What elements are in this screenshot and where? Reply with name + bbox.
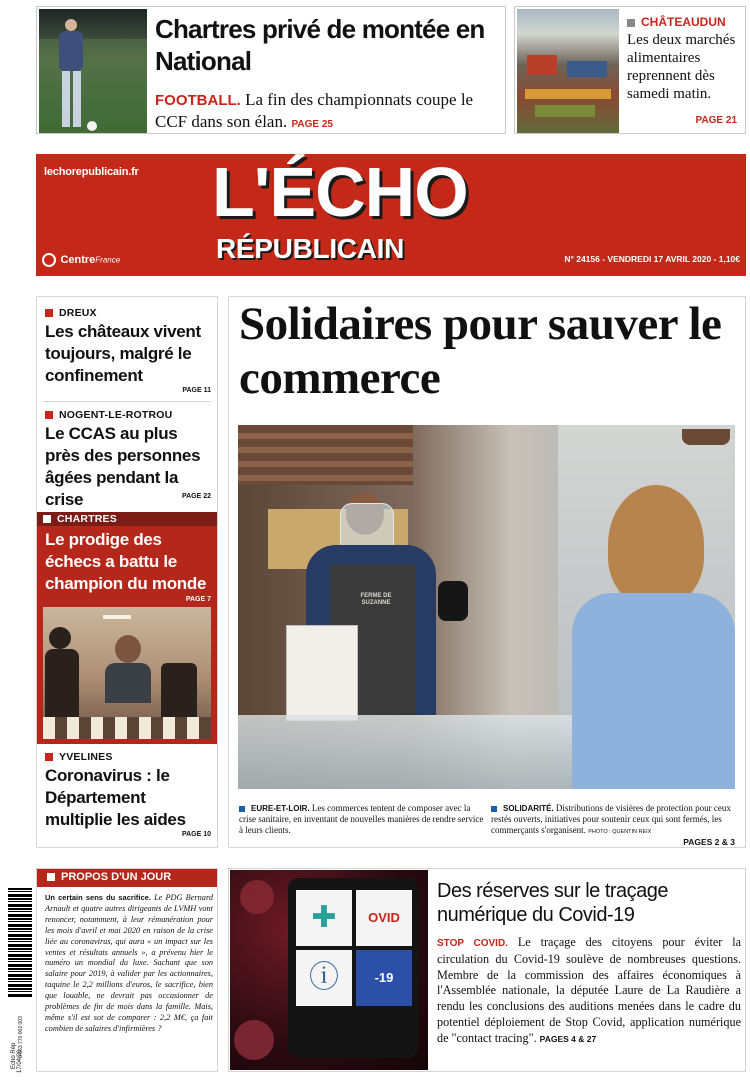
masthead-title: L'ÉCHO (212, 153, 468, 231)
sidebar-kicker: YVELINES (45, 751, 113, 763)
divider (43, 401, 211, 402)
main-pages: PAGES 2 & 3 (683, 837, 735, 847)
square-bullet-icon (45, 411, 53, 419)
caption-right-text: Distributions de visières de protection pour ceux restés ouverts, initiatives pour soutenir ceux qui sont fermés, les commerçants s'organisent. (491, 803, 731, 835)
square-bullet-icon (491, 806, 497, 812)
app-tile-19: -19 (356, 950, 412, 1006)
sidebar-headline: Le prodige des échecs a battu le champion du monde (45, 530, 207, 593)
brand-main: Centre (60, 253, 96, 266)
square-bullet-icon (239, 806, 245, 812)
chateaudun-text: Les deux marchés alimentaires reprennent dès samedi matin. (627, 32, 736, 102)
caption-left (239, 803, 484, 836)
main-headline: Solidaires pour sauver le commerce (239, 298, 722, 404)
sidebar-headline: Coronavirus : le Département multiplie les aides (45, 766, 186, 829)
square-bullet-icon (627, 19, 635, 27)
football-headline: Chartres privé de montée en National (155, 14, 485, 76)
sidebar-kicker: CHARTRES (37, 512, 217, 526)
opinion-label: PROPOS D'UN JOUR (37, 869, 217, 887)
square-bullet-icon (43, 515, 51, 523)
square-bullet-icon (47, 873, 55, 881)
covid-story[interactable] (228, 868, 746, 1072)
football-player-photo (39, 9, 147, 133)
football-page: PAGE 25 (291, 119, 333, 130)
caption-right-kicker: SOLIDARITÉ. (503, 804, 554, 813)
football-kicker: FOOTBALL. (155, 92, 241, 109)
issue-line: N° 24156 - VENDREDI 17 AVRIL 2020 - 1,10€ (564, 254, 740, 264)
barcode-number: 3 663 770 002 003 (18, 1016, 24, 1058)
sidebar-item-dreux[interactable] (37, 297, 217, 401)
covid-pages: PAGES 4 & 27 (539, 1033, 597, 1044)
app-tile-covid: OVID (356, 890, 412, 946)
photo-credit: PHOTO : QUENTIN REIX (588, 829, 652, 835)
barcode-block (6, 884, 34, 1074)
chateaudun-kicker: CHÂTEAUDUN (627, 15, 726, 29)
sidebar (36, 296, 218, 848)
covid-body (437, 935, 741, 1048)
sidebar-item-nogent[interactable] (37, 403, 217, 511)
sidebar-page: PAGE 10 (181, 831, 211, 838)
masthead-subtitle: RÉPUBLICAIN (216, 233, 405, 264)
centrefrance-logo (42, 251, 120, 269)
sidebar-item-yvelines[interactable] (37, 745, 217, 847)
sidebar-page: PAGE 22 (181, 493, 211, 500)
masthead (36, 154, 746, 276)
chess-player-photo (43, 607, 211, 739)
sidebar-item-chartres[interactable] (37, 512, 217, 744)
centrefrance-icon (42, 253, 56, 267)
sidebar-kicker: NOGENT-LE-ROTROU (45, 409, 172, 421)
opinion-text (45, 893, 213, 1035)
opinion-column[interactable] (36, 868, 218, 1072)
covid-text: Le traçage des citoyens pour éviter la circulation du Covid-19 soulève de nombreuses questions. Membre de la commission des affaires économiques à l'Assemblée nationale, la députée Laure de La Raudière a rendu les conclusions des auditions menées dans le cadre du potentiel déploiement de Stop Covid, application numérique de "contact tracing". (437, 935, 742, 1045)
app-tile-info: ⓘ (296, 950, 352, 1006)
square-bullet-icon (45, 753, 53, 761)
teaser-football[interactable] (36, 6, 506, 134)
football-summary (155, 89, 495, 135)
covid-headline: Des réserves sur le traçage numérique du Covid-19 (437, 880, 669, 926)
teaser-chateaudun[interactable] (514, 6, 746, 134)
sidebar-kicker: DREUX (45, 307, 97, 319)
shopkeeper-photo (238, 425, 735, 789)
barcode-date: 17/04/20 (17, 1049, 23, 1073)
caption-left-kicker: EURE-ET-LOIR. (251, 804, 310, 813)
main-story[interactable] (228, 296, 746, 848)
chateaudun-page: PAGE 21 (695, 115, 737, 126)
stopcovid-app-photo (230, 870, 428, 1070)
covid-kicker: STOP COVID. (437, 938, 508, 949)
caption-right (491, 803, 741, 838)
sidebar-page: PAGE 7 (185, 596, 211, 603)
sidebar-headline: Les châteaux vivent toujours, malgré le confinement (45, 322, 201, 385)
website-link[interactable]: lechorepublicain.fr (44, 166, 139, 178)
sidebar-headline: Le CCAS au plus près des personnes âgées pendant la crise (45, 424, 201, 509)
shop-sign-label: FERME DE SUZANNE (360, 593, 392, 606)
sidebar-page: PAGE 11 (182, 387, 211, 394)
opinion-body: Le PDG Bernard Arnault et quatre autres dirigeants de LVMH vont renoncer, notamment, à leur rémunération pour les mois d'avril et mai 2020 en raison de la crise liée au coronavirus, qui aura « un impact sur les ventes et résultats annuels », a prévenu hier le numéro un mondial du luxe. Sachant que son salaire pour 2019, à valider par les actionnaires, taquine le 2,2 millions d'euros, le sacrifice, bien que louable, ne devrait pas occasionner de problèmes de fin de mois dans la famille. Mais, même s'il est sot de comparer : 2,2 M€, ça fait combien de salaires d'infirmières ? (45, 893, 214, 1033)
square-bullet-icon (45, 309, 53, 317)
football-text: La fin des championnats coupe le CCF dans son élan. (155, 90, 474, 131)
brand-sub: France (95, 255, 121, 265)
caption-left-text: Les commerces tentent de composer avec la crise sanitaire, en inventant de nouvelles manières de rendre service à leurs clients. (239, 803, 484, 835)
market-photo (517, 9, 619, 133)
barcode-vertical-text: Echo Rép (11, 1042, 17, 1069)
opinion-kicker: Un certain sens du sacrifice. (45, 893, 151, 902)
app-tile-plus: ✚ (296, 890, 352, 946)
